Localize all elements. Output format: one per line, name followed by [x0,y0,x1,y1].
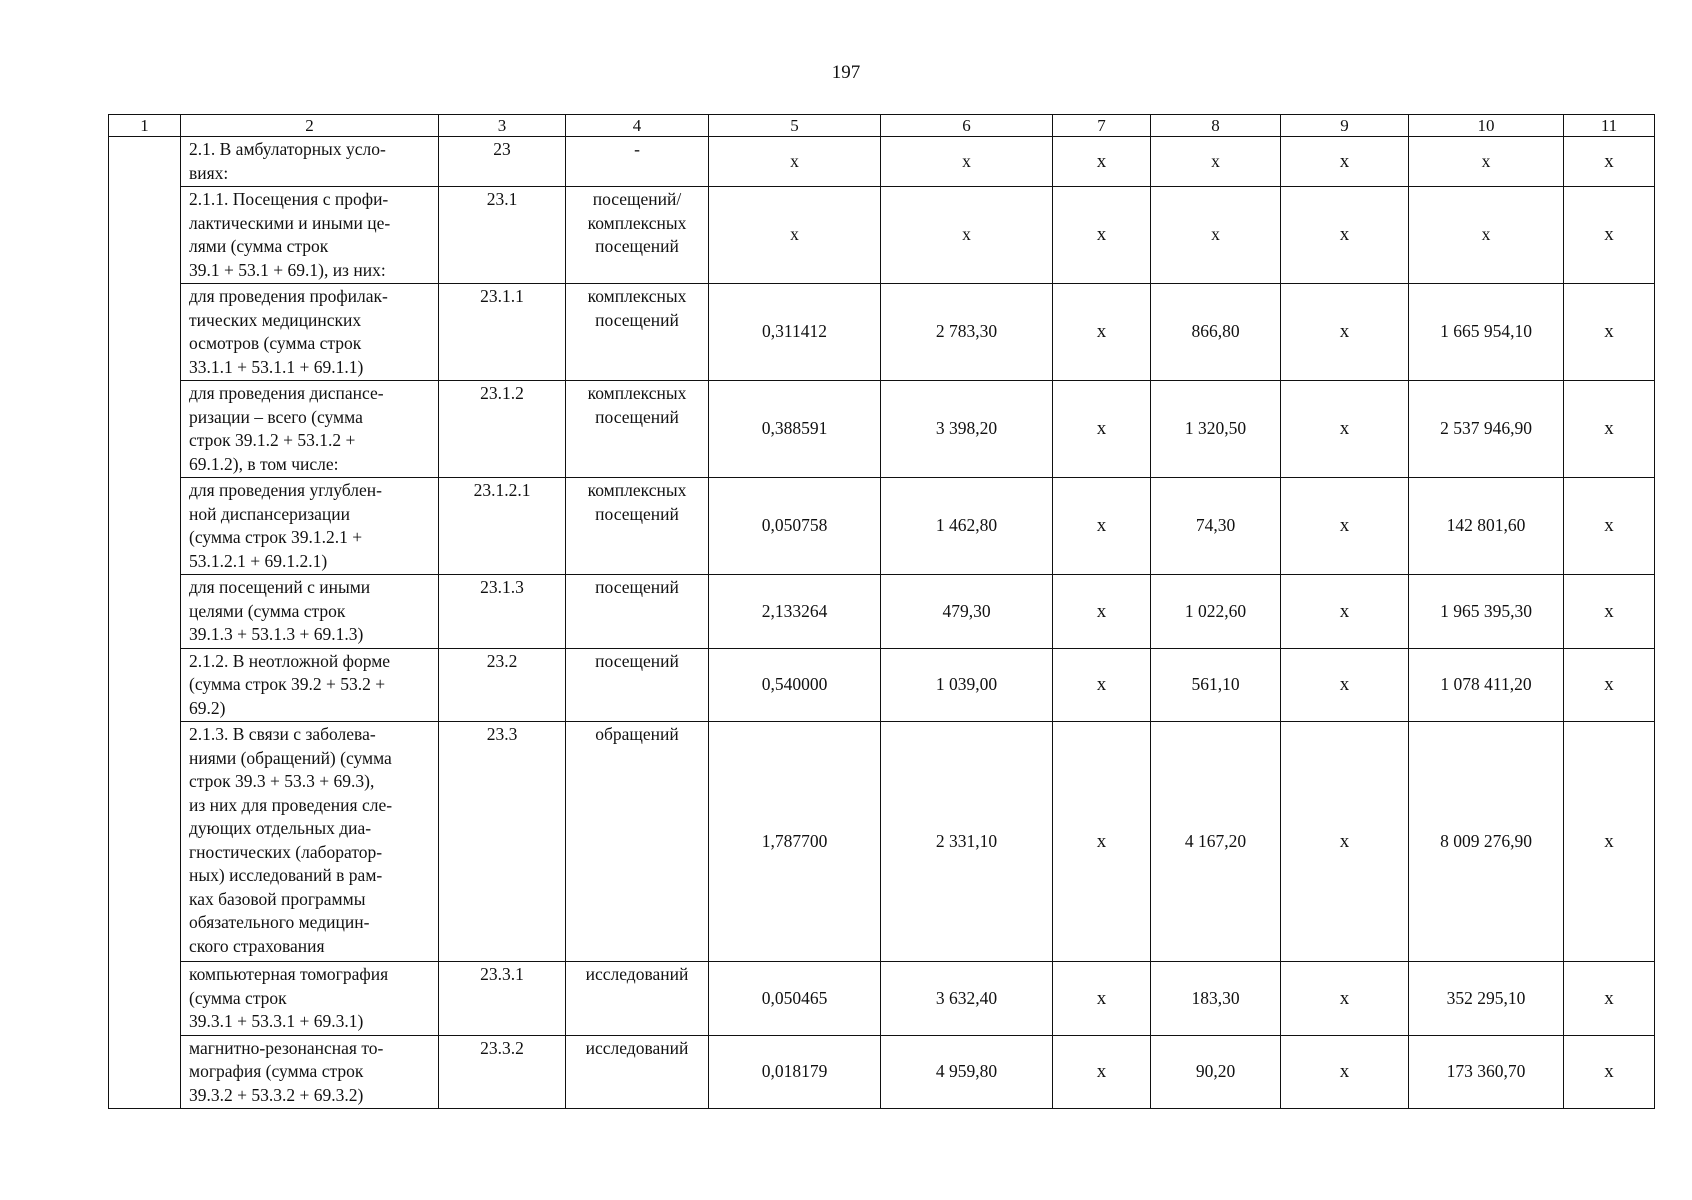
cell-text: х [1339,418,1350,440]
cell-text: х [1096,1061,1107,1082]
row-code-cell [439,575,566,649]
value-cell [709,381,881,478]
value-cell [881,381,1053,478]
value-cell [1409,381,1564,478]
description-cell [181,284,439,381]
value-cell [1409,575,1564,649]
description-cell [181,137,439,187]
value-cell [1564,381,1655,478]
cell-text: 142 801,60 [1446,515,1526,536]
cell-text: х [1096,600,1107,622]
cell-text: 0,540000 [761,674,828,694]
column-number-4: 4 [566,115,709,137]
cell-text: х [1604,674,1614,695]
value-cell [1409,722,1564,962]
cell-text: 23.3.2 [480,1037,524,1058]
value-cell [709,478,881,575]
value-cell [1281,137,1409,187]
cell-text: х [1211,224,1220,245]
cell-text: 1 022,60 [1184,600,1247,621]
value-cell [1151,1035,1281,1109]
row-code-cell [439,962,566,1036]
cell-text: 2 783,30 [935,321,998,342]
cell-text: обращений [595,724,679,744]
cell-text: х [1604,418,1614,440]
description-text: магнитно-резонансная то- мография (сумма строк 39.3.2 + 53.3.2 + 69.3.2) [189,1037,384,1105]
value-cell [1564,478,1655,575]
description-text: для посещений с иными целями (сумма строк 39.1.3 + 53.1.3 + 69.1.3) [189,577,371,644]
row-code-cell [439,648,566,722]
value-cell [709,575,881,649]
cell-text: х [1481,150,1491,171]
cell-text: 4 959,80 [935,1061,998,1081]
cell-text: 866,80 [1191,321,1240,342]
value-cell [1151,648,1281,722]
value-cell [881,648,1053,722]
value-cell [1053,381,1151,478]
value-cell [1409,284,1564,381]
value-cell [1281,1035,1409,1109]
column-number-11: 11 [1564,115,1655,137]
value-cell [1564,1035,1655,1109]
header-row [109,115,1655,137]
cell-text: посещений/ комплексных посещений [587,189,687,256]
cell-text: х [1211,150,1220,171]
description-text: для проведения профилак- тических медицинских осмотров (сумма строк 33.1.1 + 53.1.1 + 69.1.1) [189,286,388,377]
cell-text: х [1096,150,1107,172]
table-row [109,284,1655,381]
description-cell [181,1035,439,1109]
row-code-cell [439,722,566,962]
row-code-cell [439,284,566,381]
table-row [109,962,1655,1036]
cell-text: исследований [585,1037,689,1058]
cell-text: 23.3.1 [480,964,524,984]
cell-text: х [1339,515,1350,537]
description-text: для проведения диспансе- ризации – всего (сумма строк 39.1.2 + 53.1.2 + 69.1.2), в том числе: [189,383,384,474]
description-cell [181,187,439,284]
value-cell [709,1035,881,1109]
cell-text: х [790,150,799,171]
cell-text: 561,10 [1191,674,1240,694]
value-cell [1281,648,1409,722]
table-row [109,1035,1655,1109]
row-code-cell [439,1035,566,1109]
value-cell [881,722,1053,962]
unit-cell [566,381,709,478]
cell-text: х [790,224,799,245]
value-cell [881,1035,1053,1109]
cell-text: 1,787700 [761,830,828,851]
value-cell [1281,381,1409,478]
unit-cell [566,284,709,381]
cell-text: х [1481,224,1491,245]
description-cell [181,478,439,575]
value-cell [1151,284,1281,381]
table-row [109,381,1655,478]
cell-text: х [1339,224,1350,246]
unit-cell [566,722,709,962]
cell-text: 23.3 [486,724,518,744]
value-cell [1564,648,1655,722]
value-cell [881,575,1053,649]
value-cell [709,137,881,187]
column-number-10: 10 [1409,115,1564,137]
column-number-1: 1 [109,115,181,137]
cell-text: 352 295,10 [1446,987,1526,1008]
cell-text: 23.1.1 [480,286,524,306]
value-cell [1281,962,1409,1036]
column-number-7: 7 [1053,115,1151,137]
cell-text: 90,20 [1195,1061,1236,1081]
description-cell [181,648,439,722]
value-cell [1151,478,1281,575]
cell-text: - [634,139,640,159]
cell-text: 23.1.3 [480,577,524,597]
value-cell [1409,478,1564,575]
cell-text: х [1096,830,1107,852]
value-cell [1564,962,1655,1036]
cell-text: х [1096,674,1107,695]
cell-text: 0,311412 [762,321,827,342]
table-row [109,648,1655,722]
cell-text: посещений [595,577,679,597]
cell-text: х [1096,321,1107,343]
value-cell [1281,187,1409,284]
column-number-5: 5 [709,115,881,137]
value-cell [709,722,881,962]
cell-text: 1 039,00 [935,674,998,694]
description-text: 2.1.2. В неотложной форме (сумма строк 39.2 + 53.2 + 69.2) [189,650,391,718]
cell-text: 4 167,20 [1184,830,1247,851]
unit-cell [566,137,709,187]
cell-text: х [1604,987,1614,1009]
cell-text: 173 360,70 [1446,1061,1526,1081]
cell-text: х [1604,150,1614,172]
value-cell [1151,962,1281,1036]
cell-text: х [1604,321,1614,343]
value-cell [1053,1035,1151,1109]
cell-text: х [1604,224,1614,246]
cell-text: комплексных посещений [587,383,687,427]
cell-text: х [1604,1061,1614,1082]
cell-text: 3 398,20 [935,418,998,439]
value-cell [1281,284,1409,381]
data-table [108,114,1655,1109]
cell-text: х [1096,418,1107,440]
unit-cell [566,187,709,284]
value-cell [1564,137,1655,187]
cell-text: х [1339,674,1350,695]
cell-text: 2 331,10 [935,830,998,851]
column-number-2: 2 [181,115,439,137]
value-cell [709,962,881,1036]
cell-text: 3 632,40 [935,987,998,1008]
value-cell [1409,648,1564,722]
value-cell [1409,962,1564,1036]
cell-text: 0,050465 [761,987,828,1008]
value-cell [1053,187,1151,284]
cell-text: х [1339,1061,1350,1082]
cell-text: х [1339,830,1350,852]
row-code-cell [439,187,566,284]
value-cell [881,478,1053,575]
value-cell [1053,575,1151,649]
value-cell [1053,284,1151,381]
value-cell [1409,137,1564,187]
description-text: 2.1.1. Посещения с профи- лактическими и иными це- лями (сумма строк 39.1 + 53.1 + 69.1), из них: [189,189,391,280]
cell-text: х [1604,830,1614,852]
table-row [109,137,1655,187]
cell-text: х [1339,600,1350,622]
value-cell [1281,478,1409,575]
cell-text: 23.1.2 [480,383,524,403]
description-cell [181,575,439,649]
cell-text: 1 078 411,20 [1440,674,1532,694]
value-cell [1151,137,1281,187]
value-cell [709,648,881,722]
row-code-cell [439,381,566,478]
description-text: 2.1. В амбулаторных усло- виях: [189,139,386,183]
value-cell [1564,722,1655,962]
unit-cell [566,575,709,649]
cell-text: х [1339,150,1350,172]
value-cell [881,187,1053,284]
table-row [109,187,1655,284]
cell-text: исследований [585,964,689,984]
cell-text: 23 [493,139,511,159]
cell-text: 479,30 [942,600,991,621]
section-number-cell [109,137,181,1109]
value-cell [1564,187,1655,284]
value-cell [1151,381,1281,478]
column-number-9: 9 [1281,115,1409,137]
cell-text: 183,30 [1191,987,1240,1008]
value-cell [1409,187,1564,284]
cell-text: х [962,224,971,245]
cell-text: 1 320,50 [1184,418,1247,439]
description-cell [181,722,439,962]
value-cell [1053,722,1151,962]
cell-text: х [1604,515,1614,537]
description-text: компьютерная томография (сумма строк 39.3.1 + 53.3.1 + 69.3.1) [189,964,389,1031]
cell-text: х [962,150,971,171]
cell-text: 2 537 946,90 [1440,418,1532,439]
cell-text: комплексных посещений [587,286,687,330]
cell-text: 0,018179 [761,1061,828,1081]
description-text: для проведения углублен- ной диспансеризации (сумма строк 39.1.2.1 + 53.1.2.1 + 69.1.2.1) [189,480,382,571]
unit-cell [566,962,709,1036]
cell-text: х [1096,515,1107,537]
cell-text: 0,050758 [761,515,828,536]
cell-text: х [1339,987,1350,1009]
cell-text: х [1096,224,1107,246]
cell-text: х [1604,600,1614,622]
value-cell [709,187,881,284]
column-number-3: 3 [439,115,566,137]
value-cell [1053,137,1151,187]
page-number: 197 [831,62,861,83]
description-text: 2.1.3. В связи с заболева- ниями (обращений) (сумма строк 39.3 + 53.3 + 69.3), из них для проведения сле- дующих отдельных диа- гностических (лаборатор- ных) исследований в рам- ках базовой программы обязательного медицин- ского страхования [189,724,393,956]
table-row [109,478,1655,575]
value-cell [881,962,1053,1036]
table-row [109,722,1655,962]
unit-cell [566,478,709,575]
value-cell [1053,648,1151,722]
cell-text: 0,388591 [761,418,828,439]
value-cell [881,137,1053,187]
column-number-6: 6 [881,115,1053,137]
column-number-8: 8 [1151,115,1281,137]
cell-text: 23.2 [486,650,518,671]
cell-text: 1 965 395,30 [1440,600,1532,621]
cell-text: х [1096,987,1107,1009]
value-cell [1151,187,1281,284]
value-cell [1281,575,1409,649]
cell-text: 23.1.2.1 [473,480,531,500]
row-code-cell [439,137,566,187]
value-cell [1564,284,1655,381]
value-cell [1564,575,1655,649]
value-cell [1151,722,1281,962]
row-code-cell [439,478,566,575]
value-cell [1281,722,1409,962]
table-row [109,575,1655,649]
cell-text: х [1339,321,1350,343]
cell-text: 2,133264 [761,600,828,621]
value-cell [1053,478,1151,575]
description-cell [181,962,439,1036]
value-cell [1151,575,1281,649]
cell-text: 1 665 954,10 [1440,321,1532,342]
cell-text: 74,30 [1195,515,1236,536]
description-cell [181,381,439,478]
unit-cell [566,648,709,722]
value-cell [1409,1035,1564,1109]
cell-text: комплексных посещений [587,480,687,524]
value-cell [1053,962,1151,1036]
cell-text: 23.1 [486,189,518,209]
cell-text: 1 462,80 [935,515,998,536]
cell-text: посещений [595,650,679,671]
unit-cell [566,1035,709,1109]
value-cell [881,284,1053,381]
cell-text: 8 009 276,90 [1440,830,1532,851]
value-cell [709,284,881,381]
